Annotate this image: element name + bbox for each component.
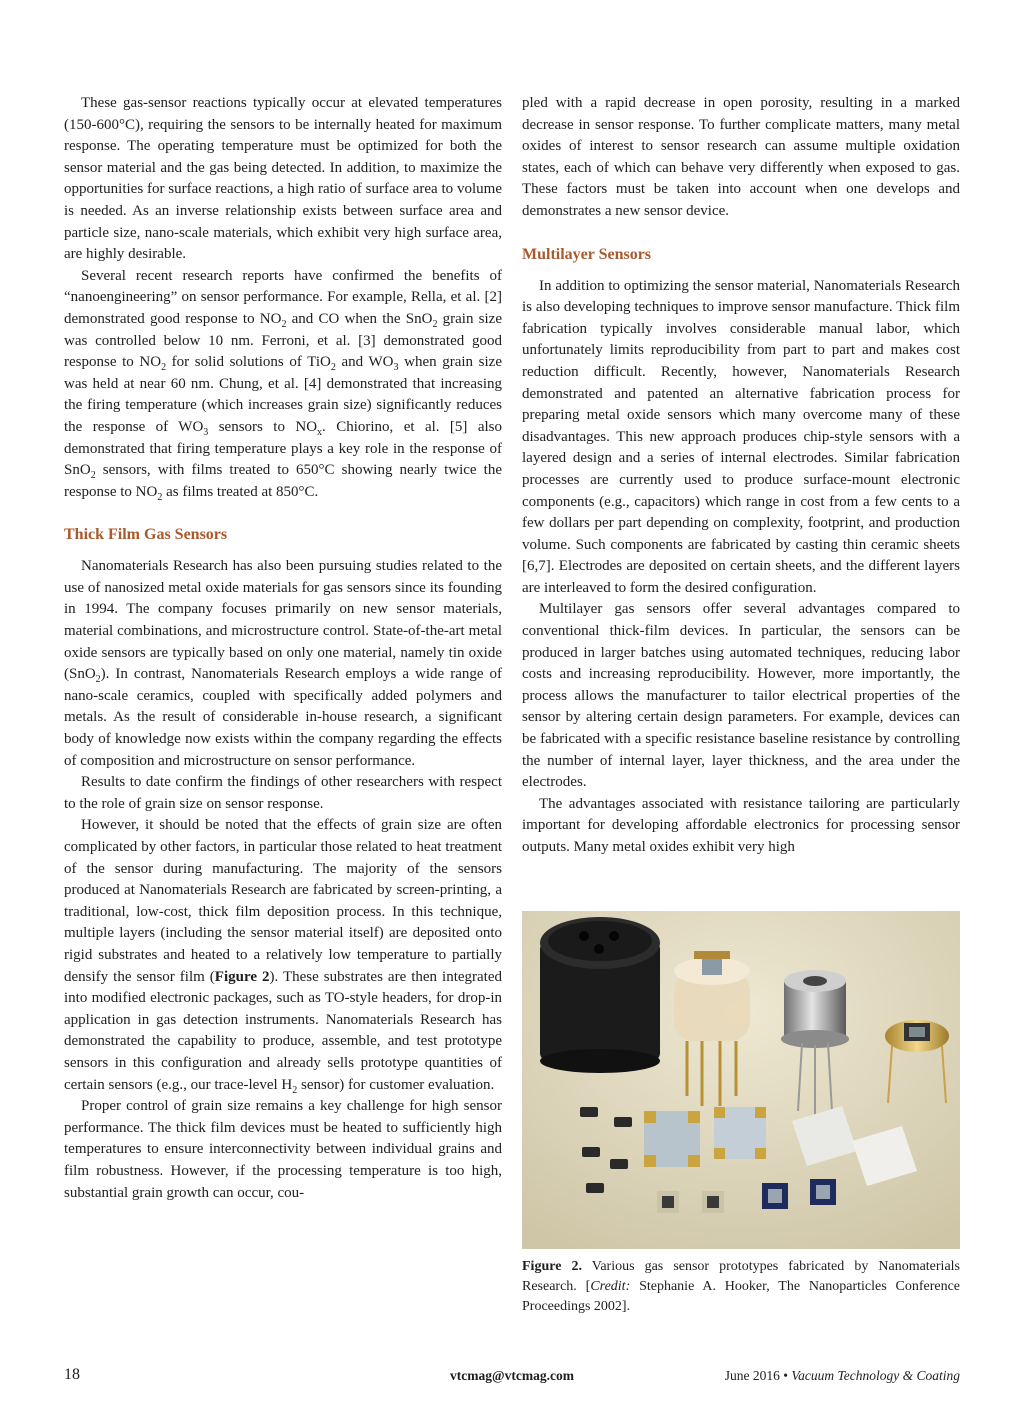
section-heading-thick-film: Thick Film Gas Sensors — [64, 526, 228, 544]
paragraph: pled with a rapid decrease in open porosity, resulting in a marked decrease in sensor response. To further complicate matters, many metal oxides of interest to sensor research can assume multiple oxidation states, each of which can behave very differently when exposed to gas. These factors must be taken into account when one develops and demonstrates a new sensor device. — [522, 95, 960, 219]
page-number: 18 — [64, 1366, 80, 1383]
sensor-prototypes-photo — [522, 911, 960, 1249]
paragraph: These gas-sensor reactions typically occur at elevated temperatures (150-600°C), requiring the sensors to be internally heated for maximum response. The operating temperature must be optimized for both the sensor material and the gas being detected. In addition, to maximize the opportunities for surface reactions, a high ratio of surface area to volume is needed. As an inverse relationship exists between surface area and particle size, nano-scale materials, which exhibit very high surface area, are highly desirable. — [64, 95, 502, 263]
paragraph: Nanomaterials Research has also been pursuing studies related to the use of nanosized metal oxide materials for gas sensors since its founding in 1994. The company focuses primarily on new sensor materials, material combinations, and microstructure control. State-of-the-art metal oxide sensors are typically based on only one material, namely tin oxide (SnO$_2$). In contrast, Nanomaterials Research employs a wide range of nano-scale ceramics, coupled with specifically added polymers and metals. As the result of considerable in-house research, a significant body of knowledge now exists within the company regarding the effects of composition and microstructure on sensor performance. — [64, 558, 502, 769]
paragraph: The advantages associated with resistance tailoring are particularly important for developing affordable electronics for processing sensor outputs. Many metal oxides exhibit very high — [522, 795, 960, 855]
section-heading-multilayer: Multilayer Sensors — [522, 245, 652, 263]
figure-caption: Figure 2. Various gas sensor prototypes fabricated by Nanomaterials Research. [Credit: Stephanie A. Hooker, The Nanoparticles Conference Proceedings 2002]. — [522, 1259, 961, 1314]
paragraph: In addition to optimizing the sensor material, Nanomaterials Research is also developing techniques to improve sensor manufacture. Thick film fabrication typically involves considerable manual labor, which unfortunately limits reproducibility from part to part and makes cost reduction difficult. Recently, however, Nanomaterials Research demonstrated and patented an alternative fabrication process for preparing metal oxide sensors which many overcome many of these disadvantages. This new approach produces chip-style sensors with a layered design and a series of internal electrodes. Similar fabrication processes are currently used to produce surface-mount electronic components (e.g., capacitors) which range in cost from a few cents to a few dollars per part depending on complexity, footprint, and production volume. Such components are fabricated by casting thin ceramic sheets [6,7]. Electrodes are deposited on certain sheets, and the different layers are interleaved to form the desired configuration. — [522, 277, 960, 596]
publication-name: Vacuum Technology & Coating — [791, 1368, 960, 1383]
paragraph: Proper control of grain size remains a key challenge for high sensor performance. The thick film devices must be heated to sufficiently high temperatures to ensure interconnectivity between individual grains and film robustness. However, if the processing temperature is too high, substantial grain growth can occur, cou- — [64, 1098, 502, 1201]
paragraph-nanoengineering: Several recent research reports have confirmed the benefits of “nanoengineering” on sensor performance. For example, Rella, et al. [2] demonstrated good response to $NO_2$ and CO when the SnO$_2$ grain size was controlled below 10 nm. Ferroni, et al. [3] demonstrated good response to $NO_2$ for solid solutions of TiO$_2$ and $WO_3$ when grain size was held at near 60 nm. Chung, et al. [4] demonstrated that increasing the firing temperature (which increases grain size) significantly reduces the response of $WO_3$ sensors to $NO_x$. Chiorino, et al. [5] also demonstrated that firing temperature plays a key role in the response of SnO$_2$ sensors, with films treated to 650°C showing nearly twice the response to $NO_2$ as films treated at 850°C. — [64, 267, 503, 503]
paragraph: However, it should be noted that the effects of grain size are often complicated by other factors, in particular those related to heat treatment of the sensor during manufacturing. The majority of the sensors produced at Nanomaterials Research are fabricated by screen-printing, a traditional, low-cost, thick film deposition process. In this technique, multiple layers (including the sensor material itself) are deposited onto rigid substrates and heated to a relatively low temperature to partially densify the sensor film (Figure 2). These substrates are then integrated into modified electronic packages, such as TO-style headers, for drop-in application in gas detection instruments. Nanomaterials Research has demonstrated the capability to produce, assemble, and test prototype sensors in this configuration and already sells prototype quantities of certain sensors (e.g., our trace-level $H_2$ sensor) for customer evaluation. — [64, 817, 503, 1096]
footer-issue: June 2016 • Vacuum Technology & Coating — [724, 1368, 960, 1383]
figure-caption-label: Figure 2. — [522, 1259, 582, 1274]
paragraph: Multilayer gas sensors offer several advantages compared to conventional thick-film devices. In particular, the sensors can be produced in larger batches using automated techniques, reducing labor costs and increasing reproducibility. However, more importantly, the process allows the manufacturer to tailor electrical properties of the sensor by altering certain design parameters. For example, devices can be fabricated with a specific resistance baseline resistance by controlling the number of internal layer, layer thickness, and the area under the electrodes. — [522, 601, 960, 791]
photo-illustration — [522, 911, 960, 1249]
black-sensor-housing — [540, 917, 660, 1073]
footer-email: vtcmag@vtcmag.com — [450, 1368, 574, 1383]
left-column — [64, 93, 502, 1204]
figure-reference: Figure 2 — [214, 968, 270, 985]
right-column — [522, 93, 960, 859]
paragraph: Results to date confirm the findings of other researchers with respect to the role of grain size on sensor response. — [64, 774, 502, 812]
